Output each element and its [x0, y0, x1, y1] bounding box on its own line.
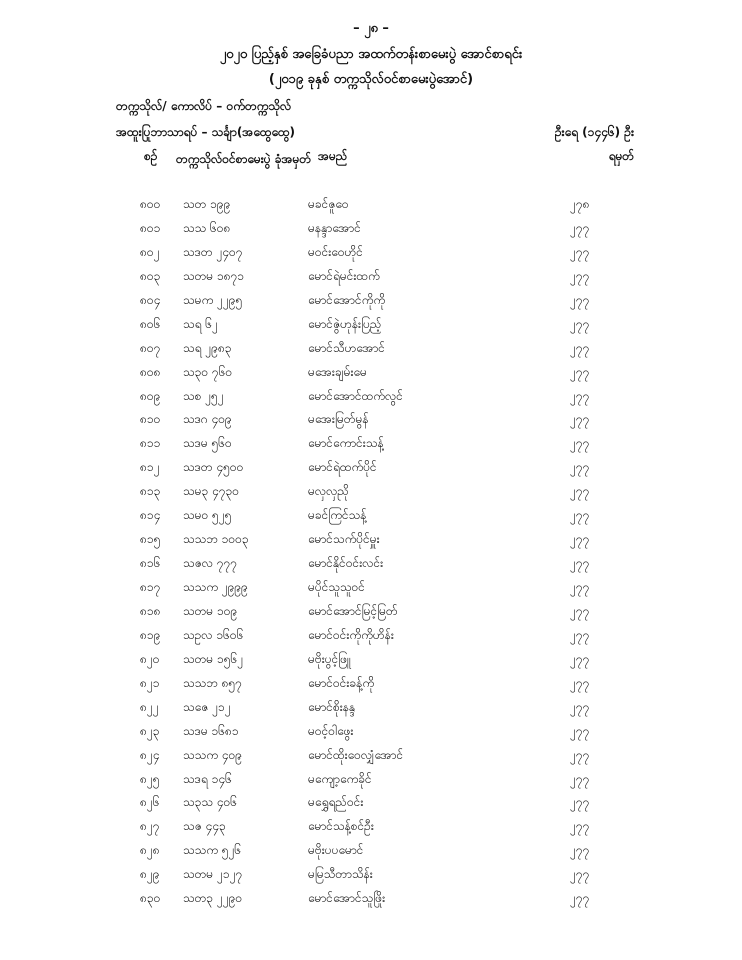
score: ၂၇၇ — [570, 675, 590, 690]
score: ၂၇၇ — [570, 603, 590, 618]
score: ၂၇၇ — [570, 843, 590, 858]
student-name: မောင်ရဲထက်ပိုင် — [308, 460, 377, 475]
score: ၂၇၇ — [570, 508, 590, 523]
exam-number: သစ ၂၅၂ — [183, 388, 224, 403]
row-number: ၈၀၁ — [140, 220, 161, 235]
exam-number: သဒရ ၁၄၆ — [183, 771, 232, 786]
table-row — [0, 360, 742, 384]
row-number: ၈၀၉ — [140, 388, 161, 403]
row-number: ၈၂၄ — [140, 747, 160, 762]
table-row — [0, 838, 742, 862]
exam-number: သဒမ ၅၆၀ — [183, 436, 232, 451]
row-number: ၈၁၆ — [140, 556, 161, 571]
headcount-label: ဦးရေ (၁၄၄၆) ဦး — [554, 125, 634, 139]
score: ၂၇၇ — [570, 244, 590, 259]
table-row — [0, 216, 742, 240]
table-row — [0, 527, 742, 551]
score: ၂၇၇ — [570, 627, 590, 642]
row-number: ၈၂၆ — [140, 795, 160, 810]
row-number: ၈၂၃ — [140, 723, 160, 738]
score: ၂၇၇ — [570, 436, 590, 451]
exam-number: သဒတ ၂၄၀၇ — [183, 244, 243, 259]
student-name: မောင်ဝင်းကိုကိုဟိန်း — [308, 627, 394, 642]
table-row — [0, 455, 742, 479]
row-number: ၈၁၇ — [140, 580, 161, 594]
exam-number: သသဘ ၈၅၇ — [183, 675, 242, 690]
row-number: ၈၀၂ — [140, 244, 160, 259]
score: ၂၇၇ — [570, 747, 590, 762]
exam-number: သတမ ၂၁၂၇ — [183, 867, 243, 882]
exam-number: သဇ ၄၄၃ — [183, 819, 226, 834]
score: ၂၇၇ — [570, 867, 590, 882]
student-name: မောင်ဝင်းခန့်ကို — [308, 675, 375, 690]
table-row — [0, 575, 742, 599]
major-subject-label: အထူးပြုဘာသာရပ် – သင်္ချာ(အထွေထွေ) — [116, 125, 296, 139]
exam-number: သသက ၅၂၆ — [183, 843, 242, 858]
table-row — [0, 431, 742, 455]
student-name: မောင်နိုင်ဝင်းလင်း — [308, 556, 384, 571]
student-name: မောင်အောင်မြင့်မြတ် — [308, 603, 398, 618]
student-name: မောင်စိုးနန္ဒ — [308, 699, 356, 714]
row-number: ၈၂၀ — [140, 651, 160, 666]
score: ၂၇၇ — [570, 340, 590, 355]
row-number: ၈၁၁ — [140, 436, 161, 451]
row-number: ၈၁၀ — [140, 412, 161, 427]
row-number: ၈၂၈ — [140, 843, 160, 858]
score: ၂၇၇ — [570, 268, 590, 283]
exam-number: သတ၃ ၂၂၉၀ — [183, 891, 243, 906]
exam-number: သတ ၁၉၉ — [183, 197, 231, 211]
score: ၂၇၇ — [570, 891, 590, 906]
exam-number: သဒမ ၁၆၈၁ — [183, 723, 239, 738]
student-name: မအေးမြတ်မွန် — [308, 412, 369, 427]
table-row — [0, 814, 742, 838]
score: ၂၇၇ — [570, 651, 590, 666]
score: ၂၇၇ — [570, 819, 590, 834]
row-number: ၈၀၈ — [140, 364, 161, 379]
column-header-score: ရမှတ် — [608, 149, 634, 163]
exam-number: သတမ ၁၈၇၁ — [183, 268, 245, 283]
row-number: ၈၂၉ — [140, 867, 160, 882]
table-row — [0, 695, 742, 719]
student-name: မနန္ဒာအောင် — [308, 220, 361, 235]
university-label: တက္ကသိုလ်/ ကောလိပ် – ဝက်တက္ကသိုလ် — [116, 99, 292, 113]
table-row — [0, 599, 742, 623]
student-name: မောင်ထိုးဝေလျှံအောင် — [308, 747, 404, 762]
column-header-name: အမည် — [318, 149, 348, 163]
score: ၂၇၇ — [570, 699, 590, 714]
student-name: မလှလှညို — [308, 484, 349, 499]
row-number: ၈၁၅ — [140, 532, 161, 547]
score: ၂၇၇ — [570, 532, 590, 547]
row-number: ၈၁၂ — [140, 460, 160, 475]
student-name: မောင်သန့်စင်ဦး — [308, 819, 374, 834]
result-list — [0, 192, 742, 910]
score: ၂၇၇ — [570, 364, 590, 379]
table-row — [0, 767, 742, 791]
table-row — [0, 886, 742, 910]
table-row — [0, 623, 742, 647]
student-name: မဗိုးပပမောင် — [308, 843, 364, 858]
score: ၂၇၇ — [570, 316, 590, 331]
table-row — [0, 384, 742, 408]
row-number: ၈၀၆ — [140, 316, 161, 331]
row-number: ၈၂၁ — [140, 675, 160, 690]
student-name: မကျော့ကေခိုင် — [308, 771, 372, 786]
exam-number: သ၃သ ၄၀၆ — [183, 795, 238, 810]
score: ၂၇၈ — [570, 197, 590, 211]
document-title: ၂၀၂၀ ပြည့်နှစ် အခြေခံပညာ အထက်တန်းစာမေးပွဲ အောင်စာရင်း — [219, 47, 523, 62]
score: ၂၇၇ — [570, 771, 590, 786]
exam-number: သဒဂ ၄၀၉ — [183, 412, 232, 427]
table-row — [0, 790, 742, 814]
table-row — [0, 192, 742, 216]
row-number: ၈၃၀ — [140, 891, 161, 906]
student-name: မအေးချမ်းမေ — [308, 364, 367, 379]
row-number: ၈၀၃ — [140, 268, 161, 283]
score: ၂၇၇ — [570, 723, 590, 738]
table-row — [0, 336, 742, 360]
table-row — [0, 671, 742, 695]
table-row — [0, 240, 742, 264]
column-header-no: စဉ် — [144, 149, 158, 163]
student-name: မောင်သက်ပိုင်မှူး — [308, 532, 380, 547]
score: ၂၇၇ — [570, 556, 590, 571]
student-name: မမြသီတာသိန်း — [308, 867, 373, 882]
exam-number: သတမ ၁၅၆၂ — [183, 651, 244, 666]
column-header-exam-no: တက္ကသိုလ်ဝင်စာမေးပွဲ ခုံအမှတ် — [176, 152, 312, 166]
score: ၂၇၇ — [570, 580, 590, 594]
student-name: မဗိုးပွင့်ဖြူ — [308, 651, 351, 666]
row-number: ၈၁၉ — [140, 627, 161, 642]
student-name: မောင်ကောင်းသန့် — [308, 436, 384, 451]
table-row — [0, 743, 742, 767]
row-number: ၈၂၂ — [140, 699, 159, 714]
score: ၂၇၇ — [570, 484, 590, 499]
table-row — [0, 647, 742, 671]
page-number: – ၂၈ – — [353, 21, 389, 36]
student-name: မပိုင်သူသူဝင် — [308, 580, 365, 594]
student-name: မောင်အောင်ထက်လွင် — [308, 388, 403, 403]
exam-number: သတမ ၁၀၉ — [183, 603, 238, 618]
score: ၂၇၇ — [570, 795, 590, 810]
exam-number: သရ ၂၉၈၃ — [183, 340, 232, 355]
student-name: မခင်ဇူဝေ — [308, 197, 349, 211]
exam-number: သဥလ ၁၆၀၆ — [183, 627, 244, 642]
exam-number: သမ၃ ၄၇၃၀ — [183, 484, 240, 499]
row-number: ၈၀၀ — [140, 197, 161, 211]
student-name: မရွှေရည်ဝင်း — [308, 795, 364, 810]
student-name: မောင်ဇွဲဟုန်းပြည့် — [308, 316, 382, 331]
score: ၂၇၇ — [570, 412, 590, 427]
row-number: ၈၁၈ — [140, 603, 161, 618]
table-row — [0, 503, 742, 527]
student-name: မောင်အောင်သူဖြိုး — [308, 891, 386, 906]
student-name: မခင်ကြင်သန့် — [308, 508, 367, 523]
table-row — [0, 312, 742, 336]
row-number: ၈၂၅ — [140, 771, 160, 786]
document-subtitle: (၂၀၁၉ ခုနှစ် တက္ကသိုလ်ဝင်စာမေးပွဲအောင်) — [268, 72, 474, 87]
table-row — [0, 407, 742, 431]
row-number: ၈၀၇ — [140, 340, 161, 355]
exam-number: သသက ၄၀၉ — [183, 747, 243, 762]
table-row — [0, 719, 742, 743]
exam-number: သရ ၆၂ — [183, 316, 218, 331]
exam-number: သသက ၂၉၉၉ — [183, 580, 248, 594]
student-name: မောင်ရဲမင်းထက် — [308, 268, 380, 283]
exam-number: သမဝ ၅၂၅ — [183, 508, 232, 523]
table-row — [0, 551, 742, 575]
exam-number: သဇေ ၂၁၂ — [183, 699, 231, 714]
student-name: မဝင်းဝေဟိုင် — [308, 244, 363, 259]
exam-number: သဇလ ၇၇၇ — [183, 556, 238, 571]
row-number: ၈၂၇ — [140, 819, 160, 834]
score: ၂၇၇ — [570, 220, 590, 235]
table-row — [0, 264, 742, 288]
table-row — [0, 479, 742, 503]
exam-number: သဒတ ၄၅၀၀ — [183, 460, 244, 475]
student-name: မဝင့်ဝါဖွေး — [308, 723, 354, 738]
exam-number: သသဘ ၁၀၀၃ — [183, 532, 249, 547]
exam-number: သမက ၂၂၉၅ — [183, 292, 243, 307]
table-row — [0, 288, 742, 312]
row-number: ၈၀၄ — [140, 292, 161, 307]
score: ၂၇၇ — [570, 460, 590, 475]
row-number: ၈၁၄ — [140, 508, 161, 523]
student-name: မောင်သီဟအောင် — [308, 340, 385, 355]
score: ၂၇၇ — [570, 292, 590, 307]
row-number: ၈၁၃ — [140, 484, 161, 499]
exam-number: သ၃၀ ၇၆၀ — [183, 364, 233, 379]
student-name: မောင်အောင်ကိုကို — [308, 292, 386, 307]
score: ၂၇၇ — [570, 388, 590, 403]
exam-number: သသ ၆၀၈ — [183, 220, 231, 235]
table-row — [0, 862, 742, 886]
